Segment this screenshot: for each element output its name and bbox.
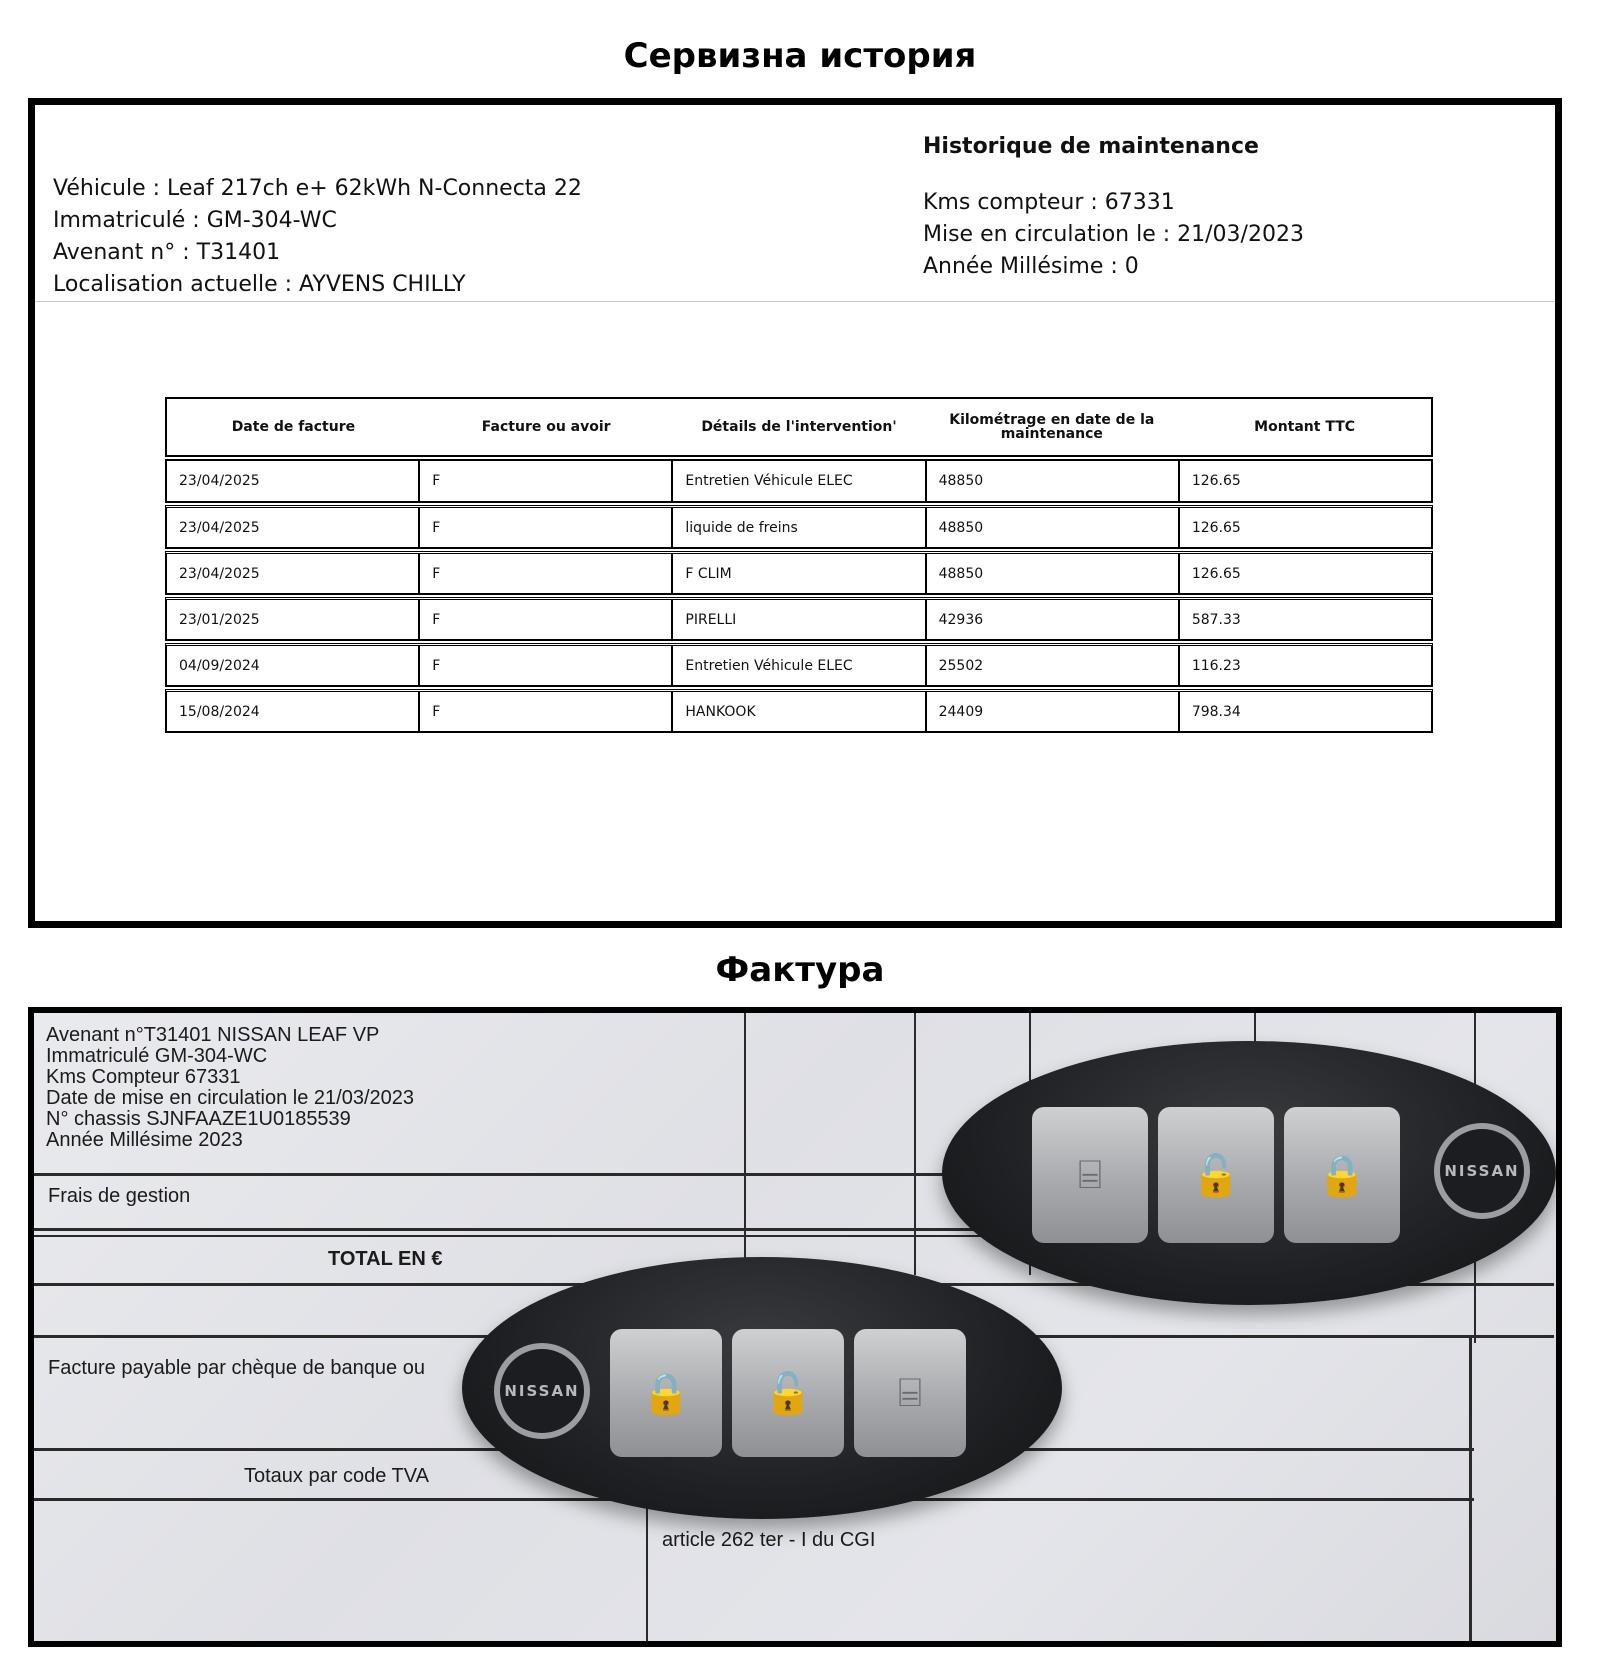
vehicle-registration: Immatriculé : GM-304-WC — [53, 208, 337, 233]
invoice-header-text — [46, 1025, 414, 1151]
registration-date: Mise en circulation le : 21/03/2023 — [923, 222, 1304, 247]
table-cell: F — [420, 600, 673, 639]
table-cell: 587.33 — [1191, 611, 1241, 628]
service-history-heading: Сервизна история — [623, 36, 977, 76]
table-row — [165, 643, 1433, 687]
trunk-button-icon: ⌸ — [854, 1329, 966, 1457]
table-row — [165, 551, 1433, 595]
column-header: Détails de l'intervention' — [701, 419, 897, 435]
unlock-button-icon: 🔓 — [732, 1329, 844, 1457]
table-header-row — [165, 397, 1433, 457]
model-year: Année Millésime : 0 — [923, 254, 1139, 279]
invoice-line: N° chassis SJNFAAZE1U0185539 — [46, 1108, 351, 1130]
column-header: Kilométrage en date de la maintenance — [949, 412, 1155, 442]
table-cell: 23/04/2025 — [167, 508, 420, 547]
table-cell: 126.65 — [1191, 519, 1241, 536]
vehicle-info — [53, 173, 582, 301]
brand-logo-text: NISSAN — [1444, 1162, 1520, 1180]
lock-button-icon: 🔒 — [1284, 1107, 1400, 1243]
nissan-emblem-icon — [1434, 1123, 1530, 1219]
table-cell: 126.65 — [1191, 565, 1241, 582]
table-cell: 42936 — [927, 600, 1180, 639]
table-cell: 25502 — [927, 646, 1180, 685]
table-row — [165, 459, 1433, 503]
table-row — [165, 689, 1433, 733]
table-cell: 23/04/2025 — [167, 461, 420, 501]
invoice-line: Date de mise en circulation le 21/03/2023 — [46, 1087, 415, 1109]
service-history-panel — [28, 98, 1562, 928]
invoice-photo-panel — [28, 1007, 1562, 1647]
form-line — [1469, 1335, 1472, 1647]
table-cell: 24409 — [927, 692, 1180, 731]
table-cell: 23/04/2025 — [167, 554, 420, 593]
column-header: Montant TTC — [1254, 419, 1356, 435]
trunk-button-icon: ⌸ — [1032, 1107, 1148, 1243]
table-cell: Entretien Véhicule ELEC — [673, 461, 926, 501]
header-divider — [35, 301, 1555, 302]
vehicle-model: Véhicule : Leaf 217ch e+ 62kWh N-Connecta 22 — [53, 176, 582, 201]
maintenance-table — [165, 397, 1433, 733]
table-cell: 15/08/2024 — [167, 692, 420, 731]
table-cell: 116.23 — [1191, 657, 1241, 674]
key-fob — [462, 1257, 1062, 1519]
payment-terms-label: Facture payable par chèque de banque ou — [48, 1357, 425, 1379]
table-cell: 04/09/2024 — [167, 646, 420, 685]
column-header: Date de facture — [231, 419, 356, 435]
tax-article-label: article 262 ter - I du CGI — [662, 1529, 876, 1551]
form-line — [914, 1013, 916, 1275]
table-cell: F — [420, 508, 673, 547]
form-line — [34, 1228, 1024, 1231]
table-cell: 23/01/2025 — [167, 600, 420, 639]
odometer: Kms compteur : 67331 — [923, 190, 1175, 215]
table-cell: HANKOOK — [673, 692, 926, 731]
table-cell: liquide de freins — [673, 508, 926, 547]
table-row — [165, 597, 1433, 641]
management-fees-label: Frais de gestion — [48, 1185, 191, 1207]
nissan-emblem-icon — [494, 1343, 590, 1439]
invoice-heading: Фактура — [715, 950, 885, 990]
form-line — [34, 1173, 1024, 1176]
table-cell: 126.65 — [1191, 473, 1241, 489]
table-row — [165, 505, 1433, 549]
table-cell: 48850 — [927, 554, 1180, 593]
table-cell: 48850 — [927, 508, 1180, 547]
vehicle-location: Localisation actuelle : AYVENS CHILLY — [53, 272, 466, 297]
key-fob — [942, 1041, 1556, 1305]
table-cell: 798.34 — [1191, 703, 1241, 720]
form-line — [744, 1013, 746, 1275]
total-label: TOTAL EN € — [328, 1248, 443, 1270]
lock-button-icon: 🔒 — [610, 1329, 722, 1457]
vehicle-amendment: Avenant n° : T31401 — [53, 240, 281, 265]
table-cell: F — [420, 461, 673, 501]
table-cell: F CLIM — [673, 554, 926, 593]
table-cell: 48850 — [927, 461, 1180, 501]
table-cell: F — [420, 646, 673, 685]
unlock-button-icon: 🔓 — [1158, 1107, 1274, 1243]
invoice-line: Immatriculé GM-304-WC — [46, 1045, 268, 1067]
invoice-line: Avenant n°T31401 NISSAN LEAF VP — [46, 1024, 380, 1046]
table-cell: F — [420, 554, 673, 593]
table-cell: Entretien Véhicule ELEC — [673, 646, 926, 685]
vat-totals-label: Totaux par code TVA — [244, 1465, 429, 1487]
invoice-line: Année Millésime 2023 — [46, 1129, 243, 1151]
maintenance-title: Historique de maintenance — [923, 134, 1259, 159]
brand-logo-text: NISSAN — [504, 1382, 580, 1400]
table-cell: F — [420, 692, 673, 731]
table-cell: PIRELLI — [673, 600, 926, 639]
invoice-line: Kms Compteur 67331 — [46, 1066, 241, 1088]
form-line — [34, 1235, 1024, 1237]
maintenance-info — [923, 131, 1304, 283]
column-header: Facture ou avoir — [481, 419, 611, 435]
